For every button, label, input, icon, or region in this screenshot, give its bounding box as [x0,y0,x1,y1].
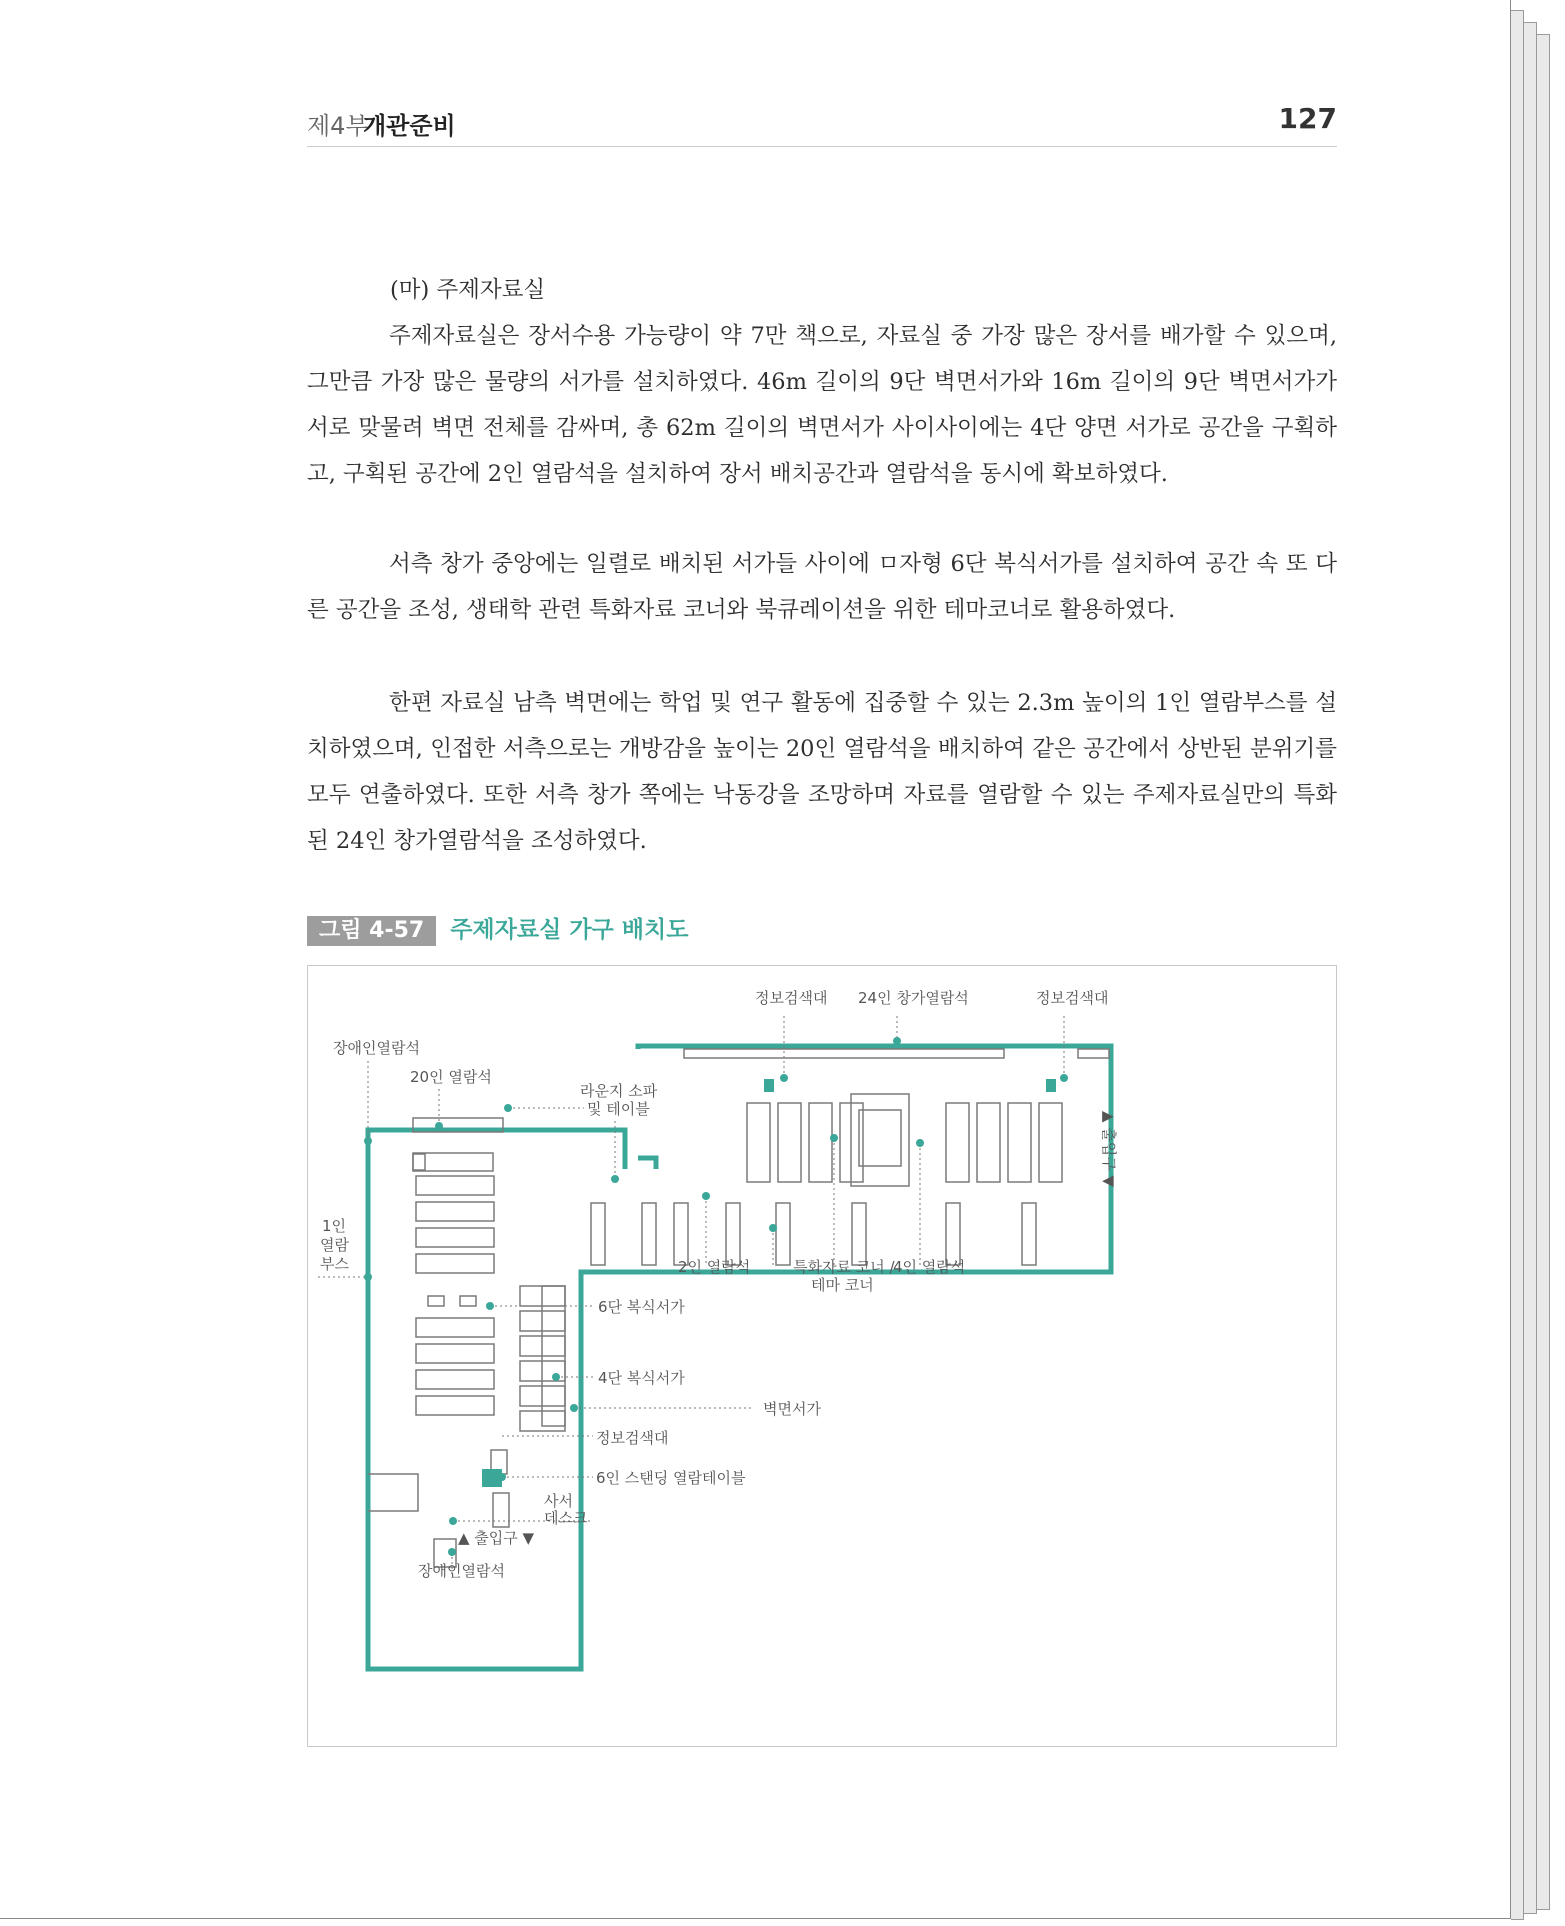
leader-lines [318,1016,1064,1578]
label-special-line1: 특화자료 코너 / [793,1258,895,1276]
label-librarian-line1: 사서 [544,1492,573,1510]
label-standing-table: 6인 스탠딩 열람테이블 [596,1469,746,1487]
part-label: 제4부 [307,112,369,140]
figure-title: 주제자료실 가구 배치도 [450,917,689,943]
label-booth-line3: 부스 [320,1255,349,1273]
label-info-search-2: 정보검색대 [1036,989,1109,1007]
page-edge [1524,22,1537,1914]
label-shelf-4: 4단 복식서가 [598,1369,685,1387]
label-lounge-line2: 및 테이블 [587,1100,650,1118]
label-info-search-1: 정보검색대 [755,989,828,1007]
paragraph: 한편 자료실 남측 벽면에는 학업 및 연구 활동에 집중할 수 있는 2.3m 높이의 1인 열람부스를 설치하였으며, 인접한 서측으로는 개방감을 높이는 20인 열람석을 배치하여 같은 공간에서 상반된 분위기를 모두 연출하였다. 또한 서측 창가 쪽에는 낙동강을 조망하며 자료를 열람할 수 있는 주제자료실만의 특화된 24인 창가열람석을 조성하였다. [307,690,1337,854]
label-shelf-6: 6단 복식서가 [598,1298,685,1316]
page-edge [1511,10,1524,1920]
paragraph: 서측 창가 중앙에는 일렬로 배치된 서가들 사이에 ㅁ자형 6단 복식서가를 설치하여 공간 속 또 다른 공간을 조성, 생태학 관련 특화자료 코너와 북큐레이션을 위한 테마코너로 활용하였다. [307,551,1337,623]
label-window-seats-24: 24인 창가열람석 [858,989,969,1007]
label-info-search-3: 정보검색대 [596,1429,669,1447]
label-seats-2: 2인 열람석 [678,1258,751,1276]
label-booth-line2: 열람 [320,1236,349,1254]
chapter-title: 개관준비 [363,112,456,140]
floor-plan [308,966,1336,1746]
label-accessible-seat-bottom: 장애인열람석 [418,1562,505,1580]
page-edge [1537,34,1550,1910]
paragraph: 주제자료실은 장서수용 가능량이 약 7만 책으로, 자료실 중 가장 많은 장서를 배가할 수 있으며, 그만큼 가장 많은 물량의 서가를 설치하였다. 46m 길이의 9단 벽면서가와 16m 길이의 9단 벽면서가가 서로 맞물려 벽면 전체를 감싸며, 총 62m 길이의 벽면서가 사이사이에는 4단 양면 서가로 공간을 구획하고, 구획된 공간에 2인 열람석을 설치하여 장서 배치공간과 열람석을 동시에 확보하였다. [307,323,1337,487]
furniture [368,1049,1109,1567]
label-special-line2: 테마 코너 [811,1276,874,1294]
label-accessible-seat-top: 장애인열람석 [333,1039,420,1057]
label-entrance-bottom: ▲ 출입구 ▼ [458,1529,535,1547]
label-librarian-line2: 데스크 [544,1509,588,1527]
label-seats-4: 4인 열람석 [893,1258,966,1276]
label-lounge-line1: 라운지 소파 [580,1082,658,1100]
running-header [307,100,1337,147]
label-wall-shelf: 벽면서가 [763,1400,821,1418]
label-entrance-right: ▲ 출입구 ▼ [1100,1111,1118,1188]
label-seats-20: 20인 열람석 [410,1068,492,1086]
figure-number: 그림 4-57 [307,916,436,946]
label-booth-line1: 1인 [322,1217,347,1235]
section-heading: (마) 주제자료실 [390,277,546,303]
floor-plan-figure [307,965,1337,1747]
figure-caption [307,916,688,946]
page-number: 127 [1278,102,1337,135]
info-search-desk [482,1079,1056,1487]
